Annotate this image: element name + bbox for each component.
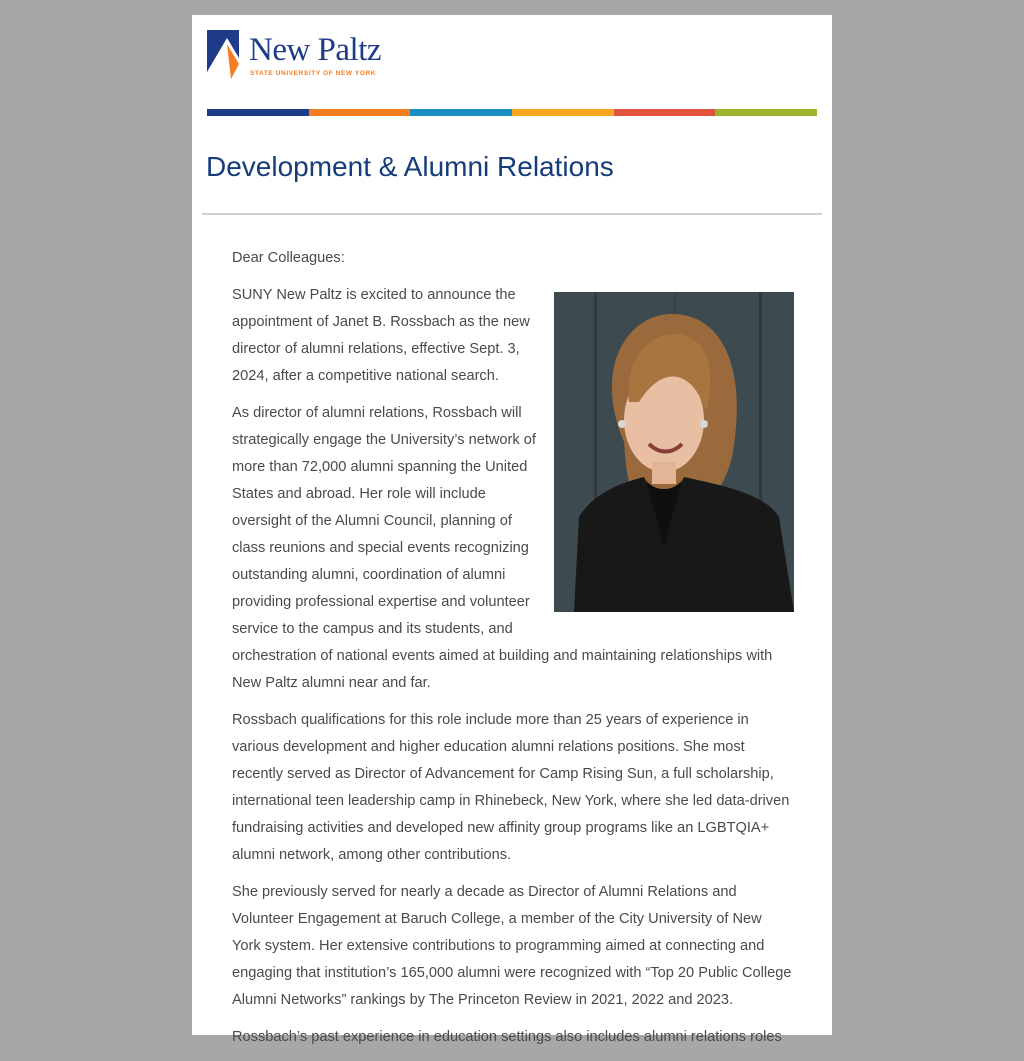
color-segment-orange [309, 109, 411, 116]
color-segment-blue [410, 109, 512, 116]
paragraph-2: As director of alumni relations, Rossbach will strategically engage the University’s network of more than 72,000 alumni spanning the United States and abroad. Her role will include oversight of the Alumni Council, planning of class reunions and special events recognizing outstanding alumni, coordination of alumni providing professional expertise and volunteer service to the campus and its students, and orchestration of national events aimed at building and maintaining relationships with New Paltz alumni near and far. [232, 405, 773, 691]
letter-content [232, 245, 792, 1061]
new-paltz-logo[interactable] [207, 30, 387, 82]
email-body [192, 15, 832, 1045]
portrait-photo [554, 292, 794, 612]
logo-mark-icon [207, 30, 241, 80]
page-title: Development & Alumni Relations [206, 151, 614, 182]
logo-subtitle: STATE UNIVERSITY OF NEW YORK [250, 70, 377, 77]
color-segment-navy [207, 109, 309, 116]
greeting: Dear Colleagues: [232, 250, 345, 266]
color-segment-yellow [512, 109, 614, 116]
paragraph-5: Rossbach’s past experience in education settings also includes alumni relations roles [232, 1029, 782, 1045]
paragraph-4: She previously served for nearly a decade as Director of Alumni Relations and Volunteer Engagement at Baruch College, a member of the City University of New York system. Her extensive contributions to programming aimed at connecting and engaging that institution’s 165,000 alumni were recognized with “Top 20 Public College Alumni Networks” rankings by The Princeton Review in 2021, 2022 and 2023. [232, 884, 792, 1008]
color-segment-green [715, 109, 817, 116]
logo-name: New Paltz [249, 32, 382, 68]
paragraph-3: Rossbach qualifications for this role include more than 25 years of experience in various development and higher education alumni relations positions. She most recently served as Director of Advancement for Camp Rising Sun, a full scholarship, international teen leadership camp in Rhinebeck, New York, where she led data-driven fundraising activities and developed new affinity group programs like an LGBTQIA+ alumni network, among other contributions. [232, 712, 790, 863]
paragraph-1: SUNY New Paltz is excited to announce the appointment of Janet B. Rossbach as the new director of alumni relations, effective Sept. 3, 2024, after a competitive national search. [232, 287, 530, 384]
header-divider [202, 213, 822, 215]
color-segment-red [614, 109, 716, 116]
brand-color-bar [207, 109, 817, 116]
